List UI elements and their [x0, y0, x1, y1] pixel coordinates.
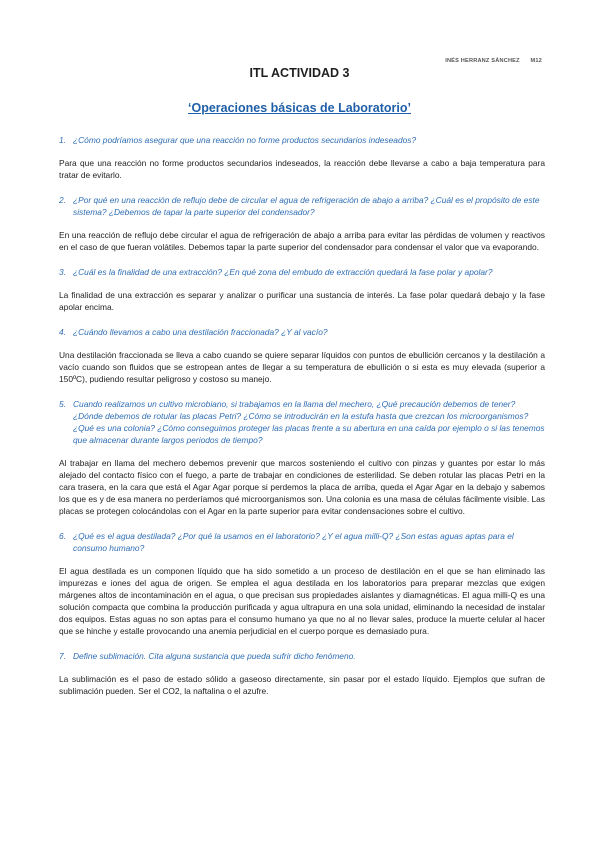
answer-7: La sublimación es el paso de estado sólido a gaseoso directamente, sin pasar por el estado líquido. Ejemplos que sufran de sublimación pueden. Ser el CO2, la naftalina o el azufre. — [59, 674, 545, 696]
question-number: 2. — [59, 195, 66, 205]
question-text: Define sublimación. Cita alguna sustancia que pueda sufrir dicho fenómeno. — [73, 651, 356, 661]
answer-6: El agua destilada es un componen líquido que ha sido sometido a un proceso de destilación en el que se han eliminado las impurezas e iones del agua de origen. Se emplea el agua destilada en los laboratorios para preparar mezclas que exigen márgenes altos de incontaminación en el agua, o que precisan sus propiedades aislantes y diamagnéticas. El agua milli-Q es una solución compacta que combina la producción purificada y agua ultrapura en una sola unidad, eliminando la necesidad de instalar dos equipos. Estas aguas no son aptas para el consumo humano ya que no al no llevar sales, produce la muerte celular al hacer que se hinche y estalle provocando una anemia perjudicial en el cuerpo porque es demasiado pura. — [59, 566, 545, 636]
question-text: ¿Qué es el agua destilada? ¿Por qué la usamos en el laboratorio? ¿Y el agua milli-Q? ¿Son estas aguas aptas para el consumo humano? — [73, 531, 514, 553]
question-7 — [59, 650, 545, 662]
document-subtitle: ‘Operaciones básicas de Laboratorio’ — [188, 101, 411, 115]
answer-3: La finalidad de una extracción es separar y analizar o purificar una sustancia de interés. La fase polar quedará debajo y la fase apolar encima. — [59, 290, 545, 312]
question-2 — [59, 194, 545, 218]
question-text: ¿Cuándo llevamos a cabo una destilación fraccionada? ¿Y al vacío? — [73, 327, 328, 337]
question-text: Cuando realizamos un cultivo microbiano, si trabajamos en la llama del mechero, ¿Qué precaución debemos de tener? ¿Dónde debemos de rotular las placas Petri? ¿Cómo se introducirán en la estufa hasta que crezcan los microorganismos? ¿Qué es una colonia? ¿Cómo conseguimos proteger las placas frente a su abertura en una caída por ejemplo o si las tenemos que almacenar durante largos periodos de tiempo? — [73, 399, 545, 445]
question-text: ¿Cómo podríamos asegurar que una reacción no forme productos secundarios indeseados? — [73, 135, 417, 145]
answer-5: Al trabajar en llama del mechero debemos prevenir que marcos sosteniendo el cultivo con pinzas y guantes por estar lo más alejado del contacto físico con el fuego, a parte de trabajar en condiciones de esterilidad. Se deben rotular las placas Petri en la cara trasera, en la cara que está el Agar Agar porque si perdemos la placa de arriba, queda el Agar Agar en la debajo y sabemos los que es y de esa manera no perderíamos qué microorganismos son. Una colonia es una masa de células fácilmente visible. Las placas se protegen colocándolas con el Agar en la parte superior para evitar condensaciones sobre el cultivo. — [59, 458, 545, 516]
question-number: 3. — [59, 267, 66, 277]
question-number: 7. — [59, 651, 66, 661]
question-4 — [59, 326, 545, 338]
question-text: ¿Cuál es la finalidad de una extracción? ¿En qué zona del embudo de extracción quedará la fase polar y apolar? — [73, 267, 493, 277]
question-1 — [59, 134, 545, 146]
question-text: ¿Por qué en una reacción de reflujo debe de circular el agua de refrigeración de abajo a arriba? ¿Cuál es el propósito de este sistema? ¿Debemos de tapar la parte superior del condensador? — [73, 195, 540, 217]
answer-4: Una destilación fraccionada se lleva a cabo cuando se quiere separar líquidos con puntos de ebullición cercanos y la destilación a vacío cuando son fluidos que se estropean antes de llegar a su temperatura de ebullición o si esta es muy elevada (superior a 150ºC), pudiendo resultar peligroso y costoso su manejo. — [59, 350, 545, 384]
document-title: ITL ACTIVIDAD 3 — [249, 66, 350, 80]
question-number: 5. — [59, 399, 66, 409]
question-number: 6. — [59, 531, 66, 541]
question-6 — [59, 530, 545, 554]
answer-2: En una reacción de reflujo debe circular el agua de refrigeración de abajo a arriba para evitar las pérdidas de volumen y reactivos en el caso de que fueran volátiles. Debemos tapar la parte superior del condensador para condensar el valor que va evaporando. — [59, 230, 545, 252]
author-header — [436, 58, 542, 64]
question-3 — [59, 266, 545, 278]
answer-1: Para que una reacción no forme productos secundarios indeseados, la reacción debe llevarse a cabo a baja temperatura para tratar de evitarlo. — [59, 158, 545, 180]
document-body — [59, 134, 545, 710]
question-5 — [59, 398, 545, 446]
question-number: 1. — [59, 135, 66, 145]
group-label: M12 — [530, 58, 542, 64]
author-name: INÉS HERRANZ SÁNCHEZ — [445, 58, 520, 64]
question-number: 4. — [59, 327, 66, 337]
